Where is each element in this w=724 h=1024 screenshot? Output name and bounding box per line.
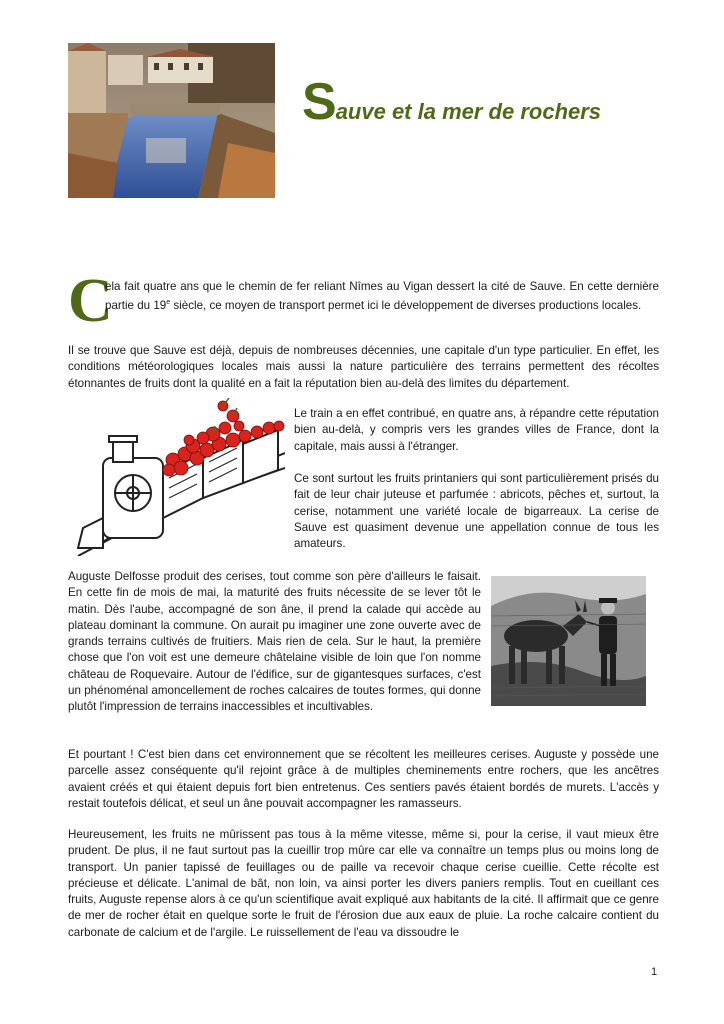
page-number: 1 — [651, 966, 658, 978]
paragraph-1-part-a: ela fait quatre ans que le chemin de fer reliant Nîmes au Vigan dessert la cité de Sauve. En cette dernière partie du 19 — [105, 280, 659, 313]
paragraph-5: Auguste Delfosse produit des cerises, tout comme son père d'ailleurs le faisait. En cette fin de mois de mai, la maturité des fruits nécessite de se lever tôt le matin. Dès l'aube, accompagné de son âne, il prend la calade qui accède au plateau dominant la commune. On aurait pu imaginer une zone ouverte avec de grands terrains cultivés de fruitiers. Mais rien de cela. Sur le haut, la première chose que l'on voit est une demeure châtelaine visible de loin que l'on nomme château de Roquevaire. Autour de l'édifice, sur de gigantesques surfaces, c'est un phénoménal amoncellement de roches calcaires de toutes formes, qui donne plutôt l'impression de terrains inaccessibles et incultivables. — [68, 570, 481, 714]
paragraph-2: Il se trouve que Sauve est déjà, depuis de nombreuses décennies, une capitale d'un type particulier. En effet, les conditions météorologiques locales mais aussi la nature particulière des terrains permettent des récoltes étonnantes de fruits dont la qualité en a fait la réputation bien au-delà des limites du département. — [68, 344, 659, 390]
drop-cap: C — [68, 267, 113, 335]
title-rest: auve et la mer de rochers — [335, 99, 602, 124]
paragraph-1 — [105, 279, 659, 314]
paragraph-6: Et pourtant ! C'est bien dans cet environnement que se récoltent les meilleures cerises. Auguste y possède une parcelle assez conséquente qu'il rejoint grâce à de multiples cheminements entre rochers, que les ancêtres avaient créés et qui étaient depuis fort bien entretenus. Ces sentiers pavés étaient bordés de murets. L'accès y restait toutefois délicat, et seul un âne pouvait accompagner les ramasseurs. — [68, 748, 659, 810]
title-initial: S — [302, 73, 336, 131]
train-cherries-illustration — [73, 398, 285, 556]
paragraph-7: Heureusement, les fruits ne mûrissent pas tous à la même vitesse, même si, pour la cerise, il vaut mieux être prudent. De plus, il ne faut surtout pas la cueillir trop mûre car elle va connaître un temps plus ou moins long de transport. Un panier tapissé de feuillages ou de paille va recevoir chaque cerise cueillie. Cette récolte est précieuse et délicate. L'animal de bât, non loin, va ainsi porter les divers paniers remplis. Tout en cueillant ces fruits, Auguste repense alors à ce qu'un scientifique avait expliqué aux habitants de la cité. Il affirmait que ce genre de mer de rocher était en quelque sorte le fruit de l'érosion due aux eaux de pluie. La roche calcaire contient du carbonate de calcium et de l'argile. Le ruissellement de l'eau va dissoudre le — [68, 828, 659, 939]
paragraph-1-superscript: e — [166, 299, 171, 307]
man-donkey-engraving — [491, 576, 646, 706]
paragraph-3: Le train a en effet contribué, en quatre ans, à répandre cette réputation bien au-delà, y compris vers les grandes villes de France, dont la capitale, mais aussi à l'étranger. — [294, 407, 659, 453]
page-title — [302, 72, 601, 132]
paragraph-1-part-b: siècle, ce moyen de transport permet ici le développement de diverses productions locales. — [170, 299, 642, 313]
village-river-photo — [68, 43, 275, 198]
paragraph-4: Ce sont surtout les fruits printaniers qui sont particulièrement prisés du fait de leur chair juteuse et parfumée : abricots, pêches et, surtout, la cerise, notamment une variété locale de bigarreaux. La cerise de Sauve est quasiment devenue une appellation connue de tous les amateurs. — [294, 472, 659, 551]
